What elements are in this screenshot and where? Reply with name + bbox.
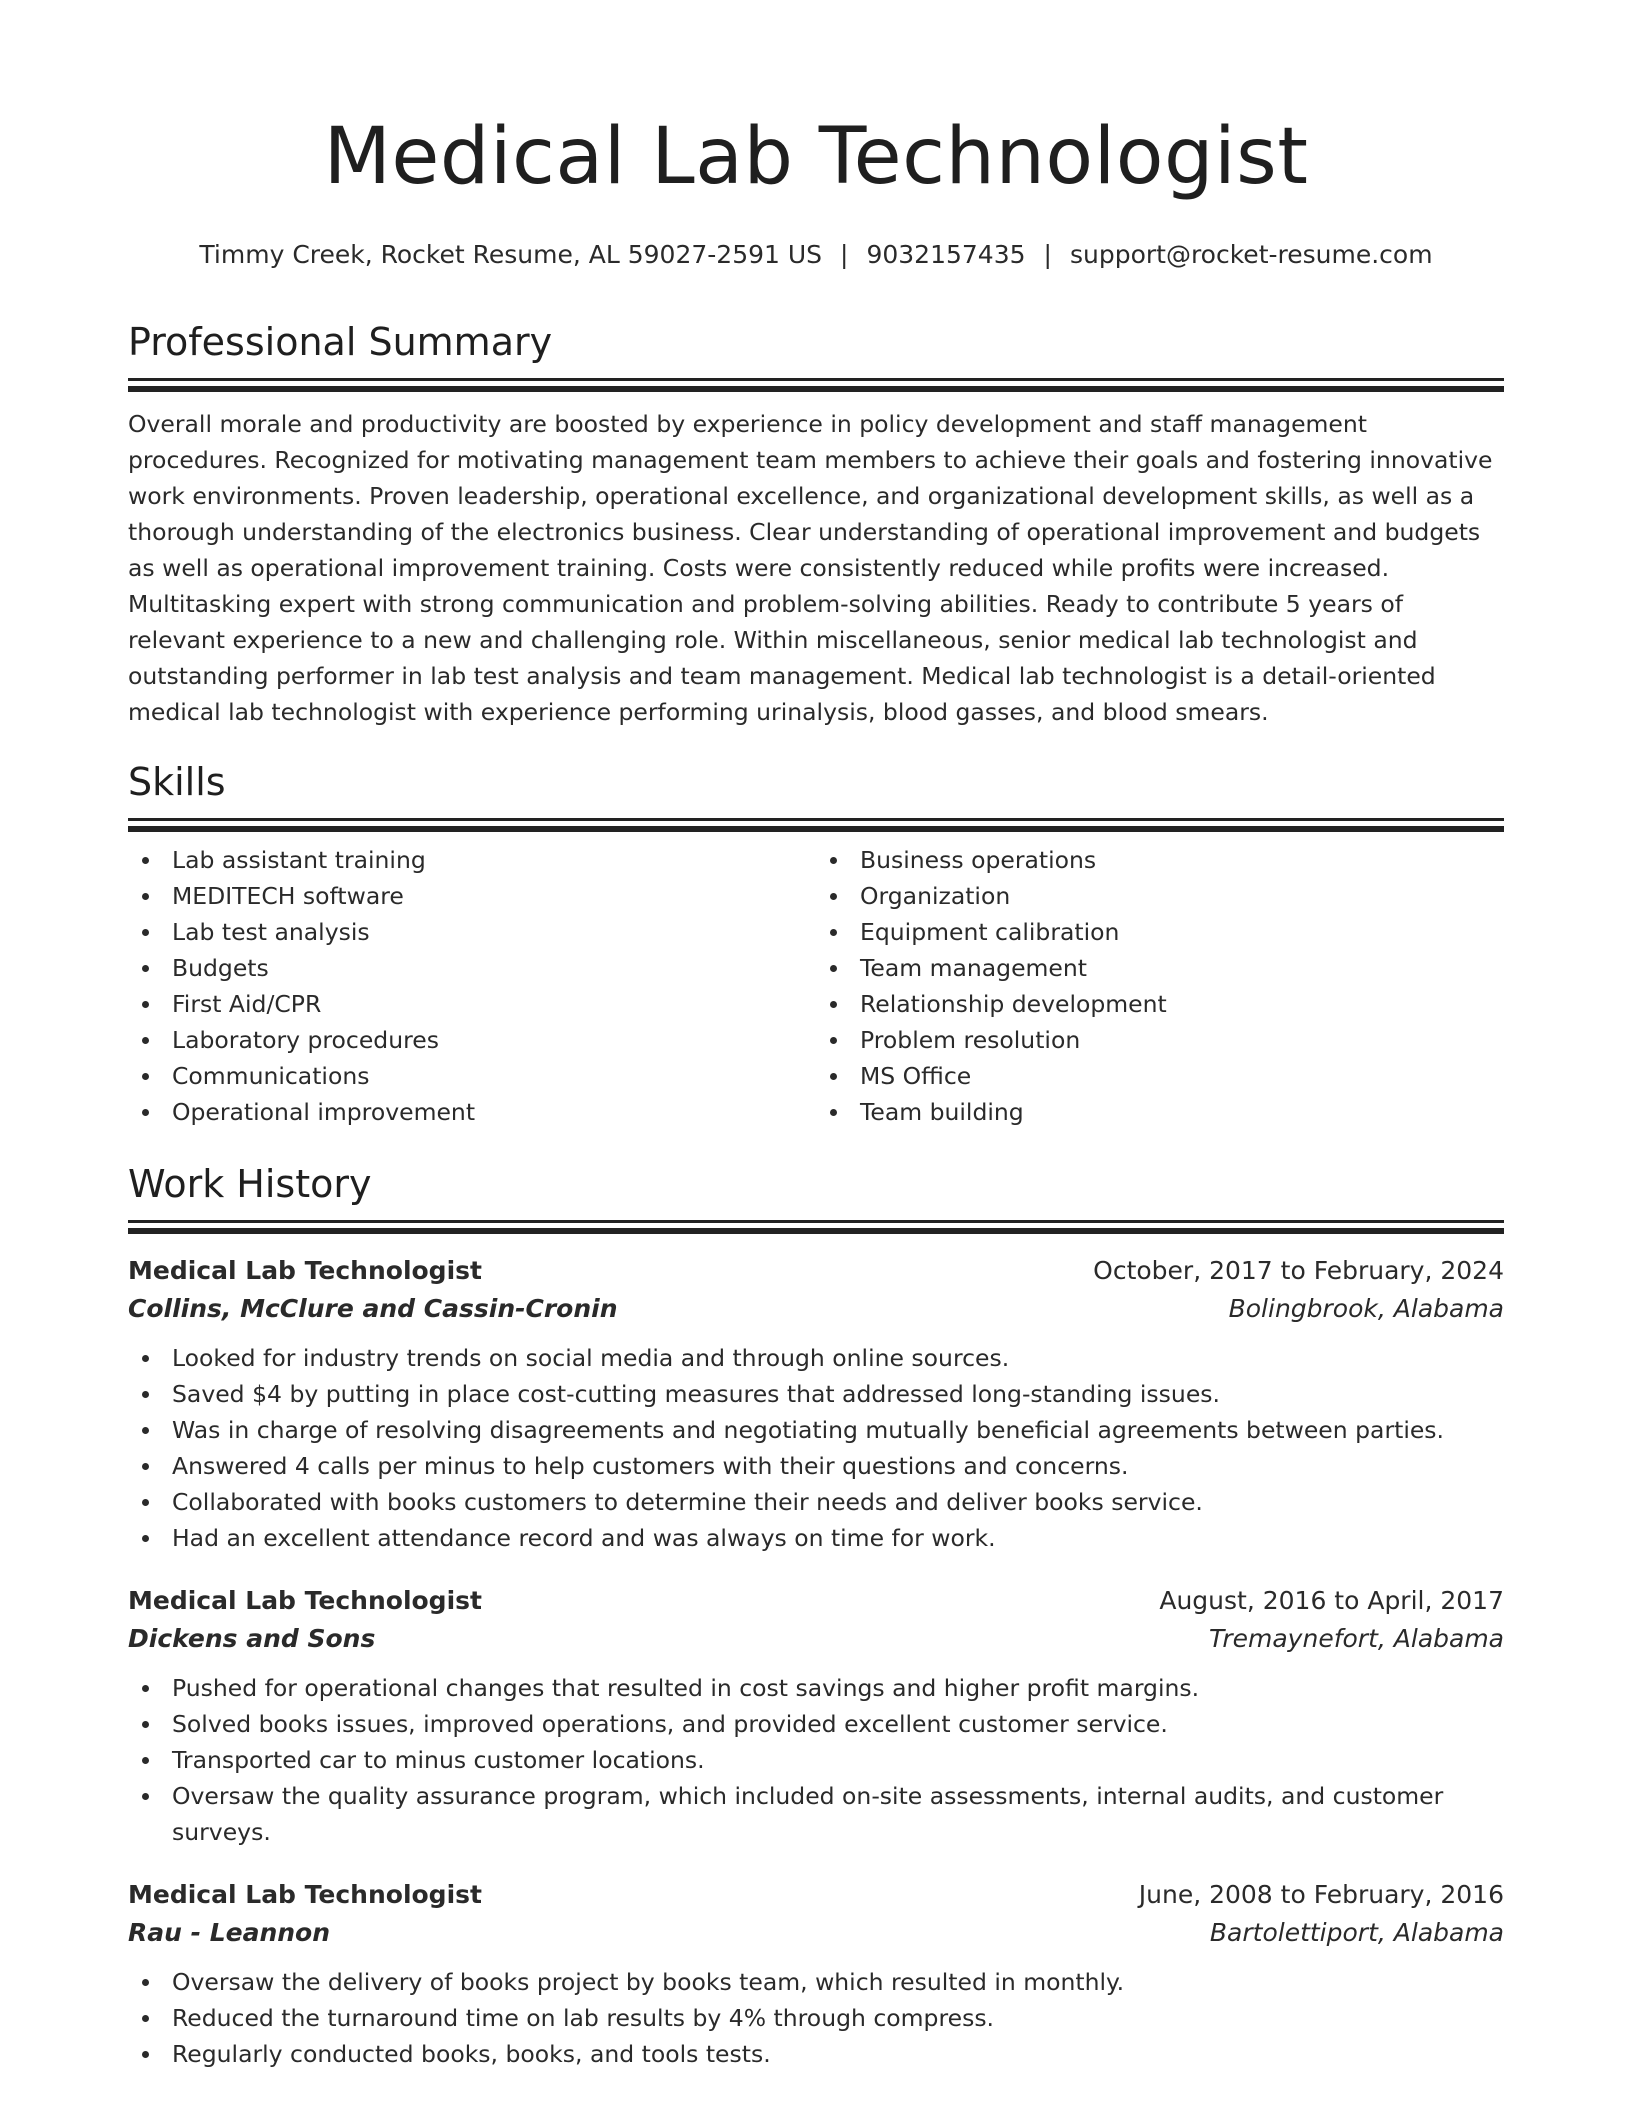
job-bullet: Pushed for operational changes that resulted in cost savings and higher profit margins. (172, 1670, 1504, 1706)
job-bullets (128, 1340, 1504, 1556)
skill-item: Team management (860, 950, 1504, 986)
skill-item: Relationship development (860, 986, 1504, 1022)
job-bullet: Oversaw the quality assurance program, which included on-site assessments, internal audits, and customer surveys. (172, 1778, 1504, 1850)
skill-item: Operational improvement (172, 1094, 816, 1130)
job-entry (128, 1876, 1504, 2072)
section-divider (128, 818, 1504, 821)
summary-heading: Professional Summary (128, 320, 553, 364)
job-header (128, 1252, 1504, 1290)
job-bullet: Looked for industry trends on social media and through online sources. (172, 1340, 1504, 1376)
job-subheader (128, 1290, 1504, 1328)
job-location: Bartolettiport, Alabama (1209, 1917, 1504, 1947)
job-entry (128, 1252, 1504, 1556)
job-subheader (128, 1620, 1504, 1658)
job-entry (128, 1582, 1504, 1850)
summary-text: Overall morale and productivity are boosted by experience in policy development and staff management procedures. Recognized for motivating management team members to achieve their goals and fostering innovative work environments. Proven leadership, operational excellence, and organizational development skills, as well as a thorough understanding of the electronics business. Clear understanding of operational improvement and budgets as well as operational improvement training. Costs were consistently reduced while profits were increased. Multitasking expert with strong communication and problem-solving abilities. Ready to contribute 5 years of relevant experience to a new and challenging role. Within miscellaneous, senior medical lab technologist and outstanding performer in lab test analysis and team management. Medical lab technologist is a detail-oriented medical lab technologist with experience performing urinalysis, blood gasses, and blood smears. (128, 409, 1493, 726)
contact-phone: 9032157435 (866, 240, 1026, 269)
skill-item: Laboratory procedures (172, 1022, 816, 1058)
job-bullets (128, 1964, 1504, 2072)
summary-section (128, 320, 1504, 730)
skills-columns (128, 842, 1504, 1130)
job-bullet: Had an excellent attendance record and was always on time for work. (172, 1520, 1504, 1556)
job-title: Medical Lab Technologist (128, 1255, 482, 1285)
contact-separator: | (1043, 240, 1052, 269)
resume-title: Medical Lab Technologist (323, 112, 1309, 202)
skills-heading: Skills (128, 760, 226, 804)
skill-item: Lab test analysis (172, 914, 816, 950)
skill-item: MS Office (860, 1058, 1504, 1094)
job-title: Medical Lab Technologist (128, 1585, 482, 1615)
work-history-section (128, 1162, 1504, 2072)
skills-section (128, 760, 1504, 1130)
contact-line (128, 240, 1504, 270)
skill-item: Equipment calibration (860, 914, 1504, 950)
job-dates: October, 2017 to February, 2024 (1093, 1255, 1504, 1285)
skill-item: Business operations (860, 842, 1504, 878)
skills-left-column (128, 842, 816, 1130)
contact-email[interactable]: support@rocket-resume.com (1069, 240, 1433, 269)
job-bullet: Was in charge of resolving disagreements and negotiating mutually beneficial agreements between parties. (172, 1412, 1504, 1448)
contact-address: Timmy Creek, Rocket Resume, AL 59027-2591 US (199, 240, 823, 269)
section-divider (128, 378, 1504, 381)
job-dates: June, 2008 to February, 2016 (1138, 1879, 1504, 1909)
job-dates: August, 2016 to April, 2017 (1159, 1585, 1504, 1615)
work-history-heading: Work History (128, 1162, 372, 1206)
job-subheader (128, 1914, 1504, 1952)
skill-item: First Aid/CPR (172, 986, 816, 1022)
job-header (128, 1582, 1504, 1620)
job-bullets (128, 1670, 1504, 1850)
skill-item: Organization (860, 878, 1504, 914)
job-bullet: Transported car to minus customer locations. (172, 1742, 1504, 1778)
skill-item: Team building (860, 1094, 1504, 1130)
section-divider-thick (128, 1228, 1504, 1234)
skill-item: Budgets (172, 950, 816, 986)
skill-item: Communications (172, 1058, 816, 1094)
job-location: Bolingbrook, Alabama (1228, 1293, 1504, 1323)
section-divider (128, 1220, 1504, 1223)
job-bullet: Collaborated with books customers to determine their needs and deliver books service. (172, 1484, 1504, 1520)
contact-separator: | (840, 240, 849, 269)
job-bullet: Solved books issues, improved operations, and provided excellent customer service. (172, 1706, 1504, 1742)
job-company: Dickens and Sons (128, 1623, 376, 1653)
skill-item: Lab assistant training (172, 842, 816, 878)
job-header (128, 1876, 1504, 1914)
job-bullet: Regularly conducted books, books, and tools tests. (172, 2036, 1504, 2072)
job-bullet: Oversaw the delivery of books project by books team, which resulted in monthly. (172, 1964, 1504, 2000)
section-divider-thick (128, 386, 1504, 392)
job-bullet: Answered 4 calls per minus to help customers with their questions and concerns. (172, 1448, 1504, 1484)
job-company: Rau - Leannon (128, 1917, 331, 1947)
job-title: Medical Lab Technologist (128, 1879, 482, 1909)
skills-right-column (816, 842, 1504, 1130)
job-company: Collins, McClure and Cassin-Cronin (128, 1293, 618, 1323)
section-divider-thick (128, 826, 1504, 832)
job-bullet: Saved $4 by putting in place cost-cutting measures that addressed long-standing issues. (172, 1376, 1504, 1412)
skill-item: MEDITECH software (172, 878, 816, 914)
skill-item: Problem resolution (860, 1022, 1504, 1058)
job-location: Tremaynefort, Alabama (1209, 1623, 1504, 1653)
job-bullet: Reduced the turnaround time on lab results by 4% through compress. (172, 2000, 1504, 2036)
